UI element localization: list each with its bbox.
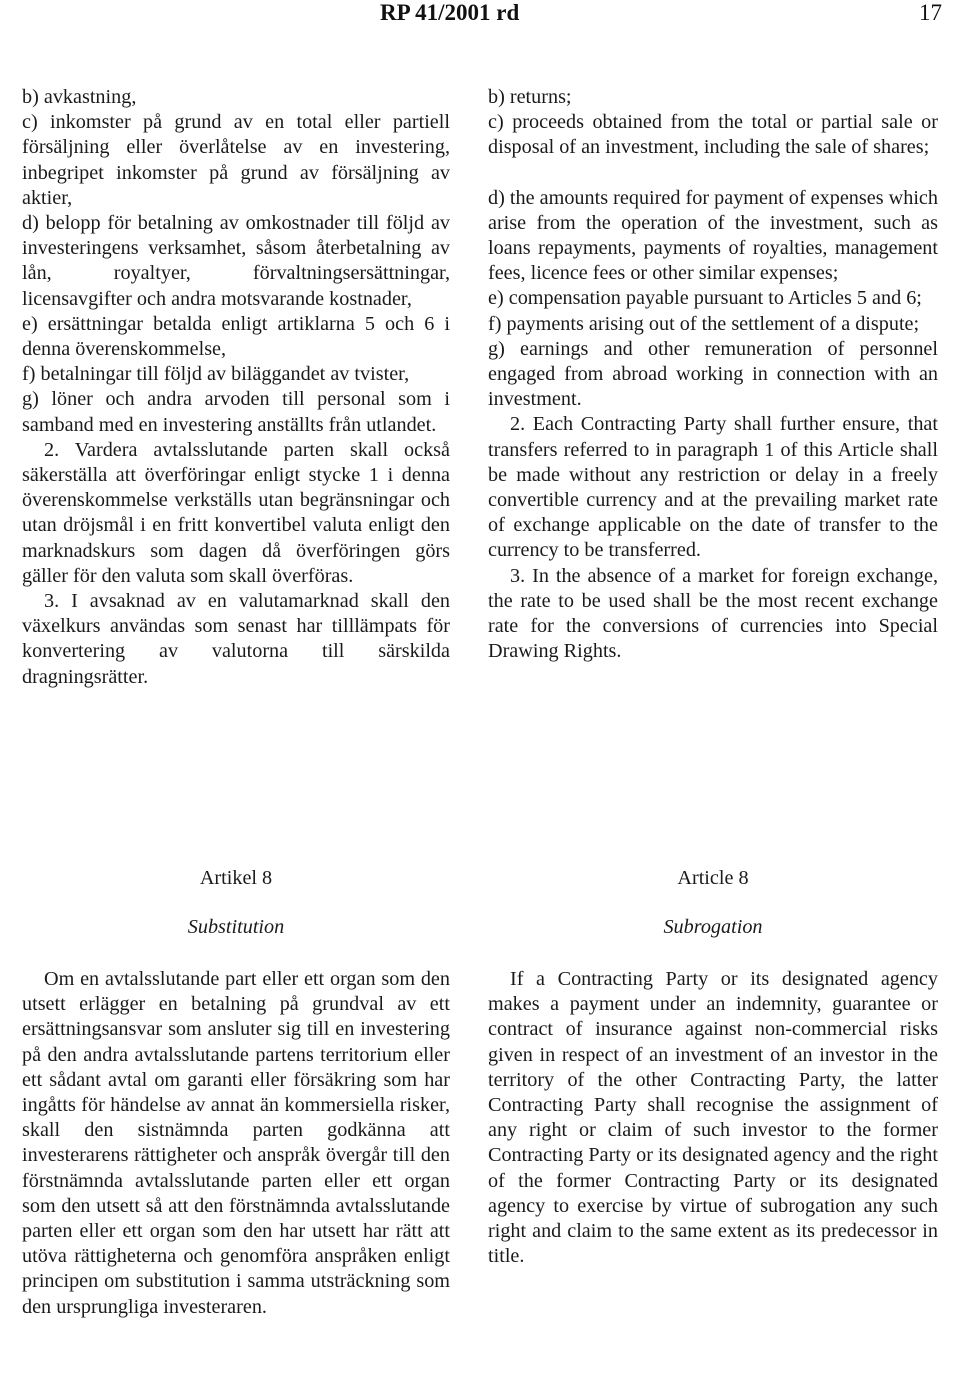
item-f-en: f) payments arising out of the settlement of a dispute; <box>488 312 920 335</box>
item-c-sv: c) inkomster på grund av en total eller partiell försäljning eller överlåtelse av en investering, inbegripet inkomster på grund av försäljning av aktier, <box>22 111 450 209</box>
item-g-en: g) earnings and other remuneration of personnel engaged from abroad working in connection with an investment. <box>488 337 938 411</box>
item-f-sv: f) betalningar till följd av biläggandet av tvister, <box>22 363 410 386</box>
item-b-en: b) returns; <box>488 86 572 108</box>
article-subtitle-en: Subrogation <box>663 916 763 938</box>
page-header <box>0 0 960 30</box>
item-b-sv: b) avkastning, <box>22 86 137 108</box>
paragraph-2-en: 2. Each Contracting Party shall further ensure, that transfers referred to in paragraph 1 of this Article shall be made without any restriction or delay in a freely convertible currency and at the prevailing market rate of exchange applicable on the date of transfer to the currency to be transferred. <box>488 413 938 562</box>
article-body-en: If a Contracting Party or its designated agency makes a payment under an indemnity, guarantee or contract of insurance against non-commercial risks given in respect of an investment of an investor in the territory of the other Contracting Party, the latter Contracting Party shall recognise the assignment of any right or claim of such investor to the former Contracting Party or its designated agency and the right of the former Contracting Party or its designated agency to exercise by virtue of subrogation any such right and claim to the same extent as its predecessor in title. <box>488 968 938 1268</box>
document-id: RP 41/2001 rd <box>380 0 520 25</box>
item-e-sv: e) ersättningar betalda enligt artiklarna 5 och 6 i denna överenskommelse, <box>22 312 450 361</box>
paragraph-3-en: 3. In the absence of a market for foreign exchange, the rate to be used shall be the most recent exchange rate for the conversions of currencies into Special Drawing Rights. <box>488 564 938 663</box>
item-c-en: c) proceeds obtained from the total or partial sale or disposal of an investment, including the sale of shares; <box>488 111 938 159</box>
paragraph-2-sv: 2. Vardera avtalsslutande parten skall också säkerställa att överföringar enligt stycke 1 i denna överenskommelse verkställs utan begränsningar och utan dröjsmål i en fritt konvertibel valuta enligt den marknadskurs som dagen då överföringen görs gäller för den valuta som skall överföras. <box>22 438 450 587</box>
item-e-en: e) compensation payable pursuant to Articles 5 and 6; <box>488 287 922 310</box>
article-title-sv: Artikel 8 <box>199 867 273 889</box>
page-number: 17 <box>919 0 942 25</box>
right-column-transfers <box>488 85 938 664</box>
article-subtitle-sv: Substitution <box>187 916 285 938</box>
article-body-sv: Om en avtalsslutande part eller ett organ som den utsett erlägger en betalning på grundval av ett ersättningsansvar som ansluter sig till en investering på den andra avtalsslutande partens territorium eller ett sådant avtal om garanti eller försäkring som har ingåtts för händelse av annat än kommersiella risker, skall den sistnämnda parten godkänna att investerarens rättigheter och anspråk övergår till den förstnämnda avtalsslutande parten eller ett organ som den utsett så att den förstnämnda avtalsslutande parten eller ett organ som den har utsett har rätt att utöva rättigheterna och genomföra anspråken enligt principen om substitution i samma utsträckning som den ursprungliga investeraren. <box>22 968 450 1318</box>
item-d-sv: d) belopp för betalning av omkostnader till följd av investeringens verksamhet, såsom återbetalning av lån, royaltyer, förvaltningsersättningar, licensavgifter och andra motsvarande kostnader, <box>22 212 450 310</box>
paragraph-3-sv: 3. I avsaknad av en valutamarknad skall den växelkurs användas som senast har tilllämpats för konvertering av valutorna till särskilda dragningsrätter. <box>22 590 450 688</box>
spacer <box>488 161 938 186</box>
item-g-sv: g) löner och andra arvoden till personal som i samband med en investering anställts från utlandet. <box>22 388 450 436</box>
left-column-transfers <box>22 85 450 690</box>
article-title-en: Article 8 <box>677 867 749 889</box>
item-d-en: d) the amounts required for payment of expenses which arise from the operation of the investment, such as loans repayments, payments of royalties, management fees, licence fees or other similar expenses; <box>488 186 938 285</box>
right-column-article-8 <box>488 967 938 1269</box>
left-column-article-8 <box>22 967 450 1320</box>
